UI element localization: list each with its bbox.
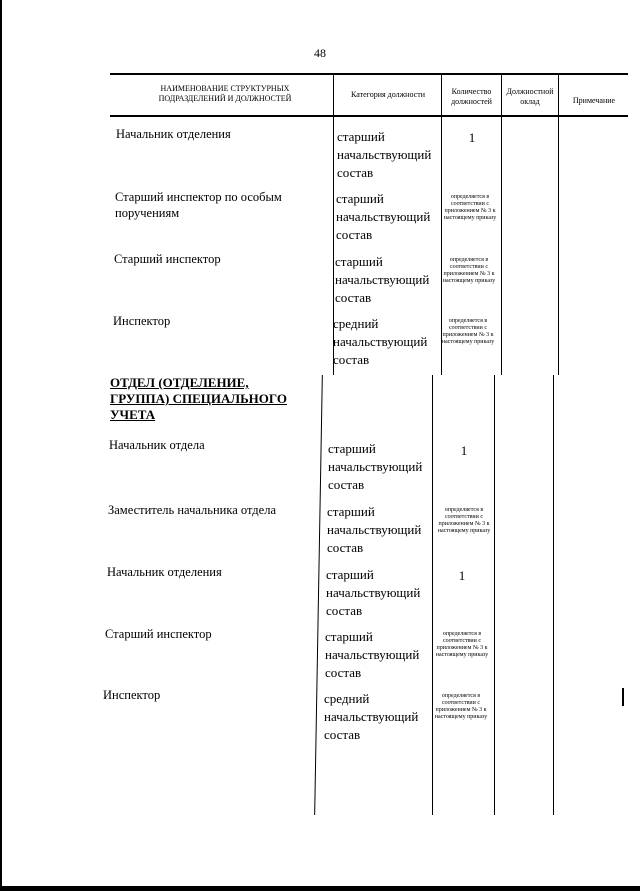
row-name: Начальник отделения [107, 565, 222, 579]
row-category: старший начальствующий состав [335, 254, 430, 305]
page-number: 48 [314, 46, 326, 60]
scan-left-edge [0, 0, 2, 891]
scan-bottom-edge [0, 886, 640, 891]
header-bottom-rule [110, 115, 628, 117]
row-name: Инспектор [113, 314, 171, 328]
header-col-quantity: Количество должностей [451, 87, 492, 106]
row-name: Старший инспектор [105, 627, 212, 641]
row-category: старший начальствующий состав [336, 191, 431, 242]
col-divider-1b [314, 375, 323, 815]
header-col-name: НАИМЕНОВАНИЕ СТРУКТУРНЫХ ПОДРАЗДЕЛЕНИЙ И ДОЛЖНОСТЕЙ [158, 84, 292, 103]
row-quantity: определяется в соответствии с приложением № 3 к настоящему приказу [442, 257, 496, 284]
row-category: средний начальствующий состав [324, 691, 419, 742]
row-category: старший начальствующий состав [325, 629, 420, 680]
col-divider-3 [501, 75, 502, 375]
col-divider-4b [553, 375, 554, 815]
header-col-salary: Должностной оклад [506, 87, 554, 106]
row-quantity: определяется в соответствии с приложением № 3 к настоящему приказу [434, 693, 488, 720]
row-name: Инспектор [103, 688, 161, 702]
row-quantity: определяется в соответствии с приложением № 3 к настоящему приказу [443, 194, 497, 221]
section-title: ОТДЕЛ (ОТДЕЛЕНИЕ, ГРУППА) СПЕЦИАЛЬНОГО УЧЕТА [110, 375, 287, 422]
row-quantity: 1 [468, 130, 476, 145]
row-name: Старший инспектор по особым поручениям [115, 190, 282, 220]
scan-edge-mark [622, 688, 624, 706]
row-quantity: 1 [458, 568, 466, 583]
row-category: старший начальствующий состав [337, 129, 432, 180]
header-top-rule [110, 73, 628, 75]
row-category: старший начальствующий состав [327, 504, 422, 555]
row-category: средний начальствующий состав [333, 316, 428, 367]
row-category: старший начальствующий состав [328, 441, 423, 492]
col-divider-3b [494, 375, 495, 815]
col-divider-2b [432, 375, 433, 815]
row-quantity: определяется в соответствии с приложением № 3 к настоящему приказу [441, 318, 495, 345]
row-name: Начальник отделения [116, 127, 231, 141]
header-col-note: Примечание [572, 96, 616, 105]
row-name: Старший инспектор [114, 252, 221, 266]
row-name: Заместитель начальника отдела [108, 503, 276, 517]
row-category: старший начальствующий состав [326, 567, 421, 618]
row-quantity: 1 [460, 443, 468, 458]
col-divider-4 [558, 75, 559, 375]
header-col-category: Категория должности [351, 90, 425, 99]
row-quantity: определяется в соответствии с приложением № 3 к настоящему приказу [437, 507, 491, 534]
row-quantity: определяется в соответствии с приложением № 3 к настоящему приказу [435, 631, 489, 658]
row-name: Начальник отдела [109, 438, 205, 452]
